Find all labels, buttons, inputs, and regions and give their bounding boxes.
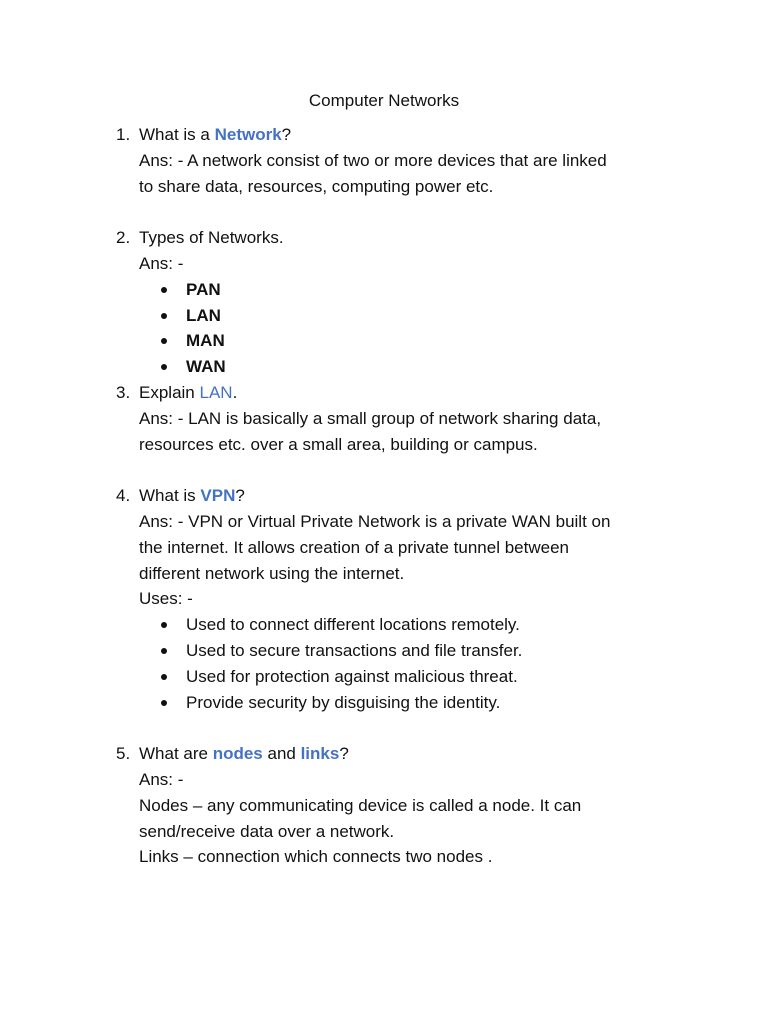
question-text-post: ?: [281, 125, 292, 144]
answer-line: different network using the internet.: [139, 563, 405, 583]
spacer: [139, 199, 676, 225]
highlight-term: nodes: [212, 744, 263, 764]
question-number: 2.: [116, 228, 131, 248]
question-number: 1.: [116, 125, 131, 144]
list-item-text: WAN: [186, 357, 226, 377]
answer-line: Links – connection which connects two nodes .: [139, 847, 493, 867]
network-types-list: [139, 277, 676, 380]
question-text-pre: Explain: [139, 382, 200, 402]
spacer: [139, 715, 676, 741]
question-text-pre: What is a: [139, 125, 215, 144]
question-number: 5.: [116, 744, 131, 764]
answer-line: Ans: - LAN is basically a small group of network sharing data,: [139, 408, 602, 428]
highlight-term: LAN: [199, 382, 233, 402]
list-item: [139, 690, 676, 716]
answer-label: Ans: -: [139, 253, 184, 273]
question-text: [139, 122, 676, 148]
bullet-icon: [161, 622, 167, 628]
page-title: Computer Networks: [308, 91, 460, 110]
list-item-text: MAN: [186, 331, 225, 351]
list-item: [139, 303, 676, 329]
bullet-icon: [161, 313, 167, 319]
list-item-text: Provide security by disguising the identity.: [186, 692, 501, 712]
question-item-2: [116, 225, 676, 380]
list-item-text: Used for protection against malicious threat.: [186, 666, 518, 686]
list-item: [139, 328, 676, 354]
highlight-term: Network: [214, 125, 282, 144]
list-item-text: LAN: [186, 305, 221, 325]
question-list: [116, 122, 676, 870]
list-item-text: Used to connect different locations remotely.: [186, 615, 520, 635]
bullet-icon: [161, 364, 167, 370]
answer-line: to share data, resources, computing power etc.: [139, 176, 494, 196]
list-item: [139, 638, 676, 664]
highlight-term: VPN: [200, 486, 236, 506]
vpn-uses-list: [139, 612, 676, 715]
answer-line: Ans: - VPN or Virtual Private Network is a private WAN built on: [139, 511, 611, 531]
list-item: [139, 277, 676, 303]
question-item-1: [116, 122, 676, 225]
question-text-post: ?: [339, 744, 349, 764]
question-text-post: ?: [235, 486, 245, 506]
bullet-icon: [161, 648, 167, 654]
list-item-text: Used to secure transactions and file transfer.: [186, 640, 523, 660]
question-item-4: [116, 483, 676, 741]
list-item-text: PAN: [186, 279, 221, 299]
answer-label: Ans: -: [139, 769, 184, 789]
answer-line: the internet. It allows creation of a private tunnel between: [139, 537, 569, 557]
bullet-icon: [161, 287, 167, 293]
answer-line: resources etc. over a small area, building or campus.: [139, 434, 538, 454]
question-number: 3.: [116, 382, 131, 402]
list-item: [139, 664, 676, 690]
list-item: [139, 612, 676, 638]
answer-line: Ans: - A network consist of two or more devices that are linked: [139, 150, 607, 170]
question-number: 4.: [116, 486, 131, 506]
bullet-icon: [161, 700, 167, 706]
question-item-5: [116, 741, 676, 870]
question-text-pre: What are: [139, 744, 213, 764]
question-text-mid: and: [262, 744, 301, 764]
list-item: [139, 354, 676, 380]
bullet-icon: [161, 338, 167, 344]
bullet-icon: [161, 674, 167, 680]
question-text: [139, 380, 676, 406]
answer-line: Nodes – any communicating device is called a node. It can: [139, 795, 582, 815]
question-item-3: [116, 380, 676, 483]
question-text: [139, 741, 676, 767]
uses-label: Uses: -: [139, 589, 193, 609]
highlight-term: links: [300, 744, 340, 764]
spacer: [139, 457, 676, 483]
question-text: [139, 483, 676, 509]
answer-line: send/receive data over a network.: [139, 821, 395, 841]
question-text-pre: What is: [139, 486, 201, 506]
question-text-post: .: [232, 382, 238, 402]
question-text: Types of Networks.: [139, 228, 284, 248]
